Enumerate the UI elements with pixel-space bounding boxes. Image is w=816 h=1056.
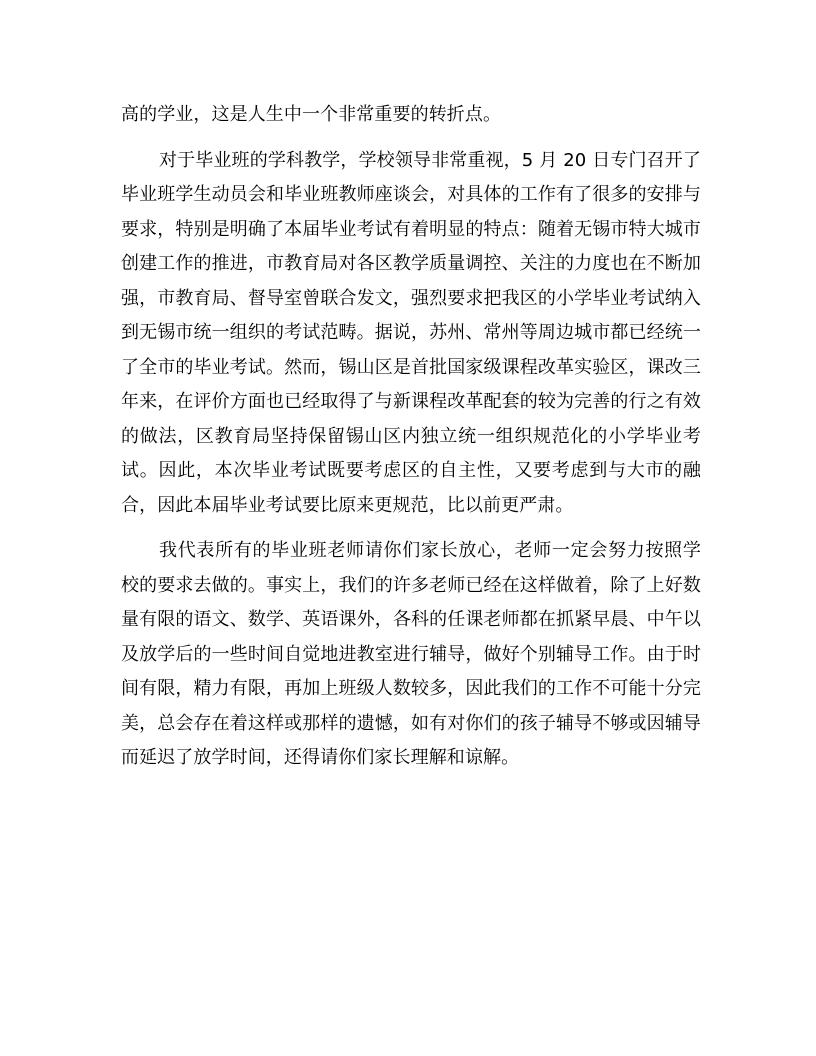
paragraph-teacher-commitment: 我代表所有的毕业班老师请你们家长放心，老师一定会努力按照学校的要求去做的。事实上，我们的许多老师已经在这样做着，除了上好数量有限的语文、数学、英语课外，各科的任课老师都在抓紧早晨、中午以及放学后的一些时间自觉地进教室进行辅导，做好个别辅导工作。由于时间有限，精力有限，再加上班级人数较多，因此我们的工作不可能十分完美，总会存在着这样或那样的遗憾，如有对你们的孩子辅导不够或因辅导而延迟了放学时间，还得请你们家长理解和谅解。 (121, 540, 701, 768)
document-page (121, 98, 701, 776)
paragraph-exam-arrangement: 对于毕业班的学科教学，学校领导非常重视，5 月 20 日专门召开了毕业班学生动员会和毕业班教师座谈会，对具体的工作有了很多的安排与要求，特别是明确了本届毕业考试有着明显的特点：随着无锡市特大城市创建工作的推进，市教育局对各区教学质量调控、关注的力度也在不断加强，市教育局、督导室曾联合发文，强烈要求把我区的小学毕业考试纳入到无锡市统一组织的考试范畴。据说，苏州、常州等周边城市都已经统一了全市的毕业考试。然而，锡山区是首批国家级课程改革实验区，课改三年来，在评价方面也已经取得了与新课程改革配套的较为完善的行之有效的做法，区教育局坚持保留锡山区内独立统一组织规范化的小学毕业考试。因此，本次毕业考试既要考虑区的自主性，又要考虑到与大市的融合，因此本届毕业考试要比原来更规范，比以前更严肃。 (121, 149, 701, 516)
paragraph-continuation: 高的学业，这是人生中一个非常重要的转折点。 (121, 104, 502, 125)
